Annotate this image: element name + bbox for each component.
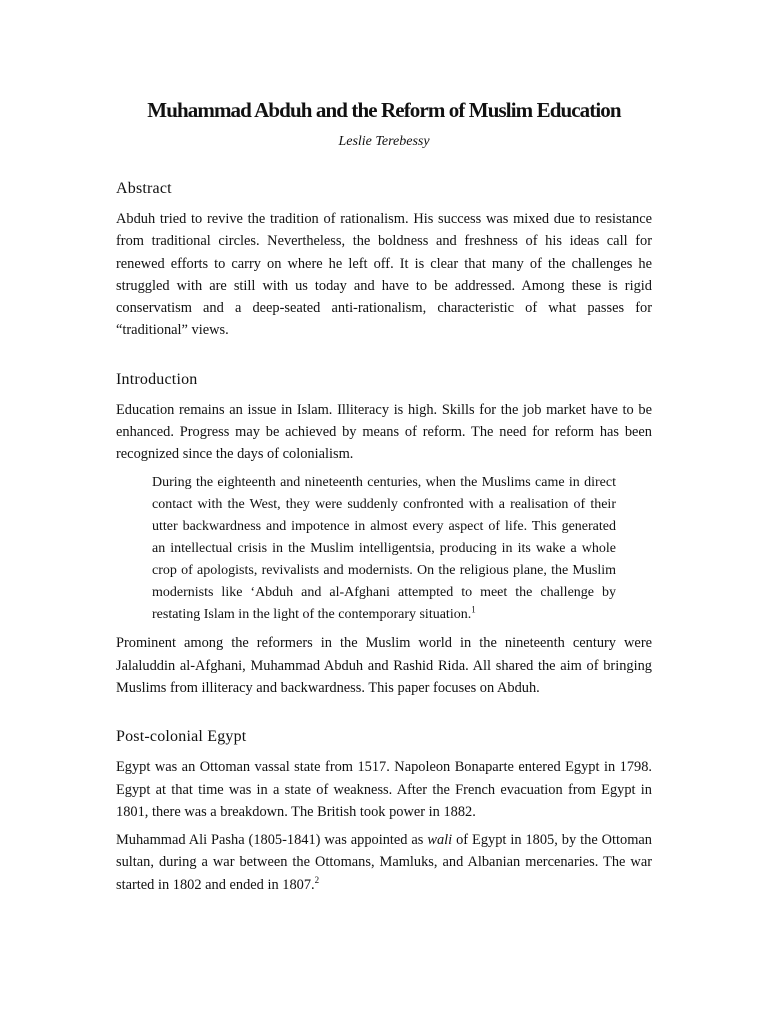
introduction-paragraph-2: Prominent among the reformers in the Muslim world in the nineteenth century were Jalaluddin al-Afghani, Muhammad Abduh and Rashid Rida. All shared the aim of bringing Muslims from illiteracy and backwardness. This paper focuses on Abduh. [116, 635, 652, 696]
abstract-heading: Abstract [116, 180, 172, 197]
paper-page [116, 92, 652, 896]
post-colonial-paragraph-2 [116, 829, 652, 896]
footnote-marker-1: 1 [471, 604, 476, 615]
introduction-paragraph-1: Education remains an issue in Islam. Illiteracy is high. Skills for the job market have to be enhanced. Progress may be achieved by means of reform. The need for reform has been recognized since the days of colonialism. [116, 401, 652, 463]
post-colonial-paragraph-1: Egypt was an Ottoman vassal state from 1517. Napoleon Bonaparte entered Egypt in 1798. Egypt at that time was in a state of weakness. After the French evacuation from Egypt in 1801, there was a breakdown. The British took power in 1882. [116, 759, 652, 820]
block-quote [152, 472, 616, 627]
wali-term: wali [427, 832, 453, 849]
footnote-marker-2: 2 [314, 874, 320, 885]
post-colonial-heading: Post-colonial Egypt [116, 728, 247, 746]
paragraph-text-after: of Egypt in 1805, by the Ottoman sultan, during a war between the Ottomans, Mamluks, and Albanian mercenaries. The war started in 1802 and ended in 1807. [116, 832, 653, 893]
introduction-heading: Introduction [116, 370, 198, 388]
paragraph-text-before: Muhammad Ali Pasha (1805-1841) was appointed as [116, 832, 428, 849]
abstract-paragraph: Abduh tried to revive the tradition of rationalism. His success was mixed due to resistance from traditional circles. Nevertheless, the boldness and freshness of his ideas call for renewed efforts to carry on where he left off. It is clear that many of the challenges he struggled with are still with us today and have to be addressed. Among these is rigid conservatism and a deep-seated anti-rationalism, characteristic of what passes for “traditional” views. [116, 211, 652, 339]
block-quote-text: During the eighteenth and nineteenth centuries, when the Muslims came in direct contact with the West, they were suddenly confronted with a realisation of their utter backwardness and impotence in almost every aspect of life. This generated an intellectual crisis in the Muslim intelligentsia, producing in its wake a whole crop of apologists, revivalists and modernists. On the religious plane, the Muslim modernists like ‘Abduh and al-Afghani attempted to meet the challenge by restating Islam in the light of the contemporary situation. [152, 474, 616, 623]
paper-title: Muhammad Abduh and the Reform of Muslim Education [147, 98, 621, 122]
author-name: Leslie Terebessy [338, 134, 430, 149]
